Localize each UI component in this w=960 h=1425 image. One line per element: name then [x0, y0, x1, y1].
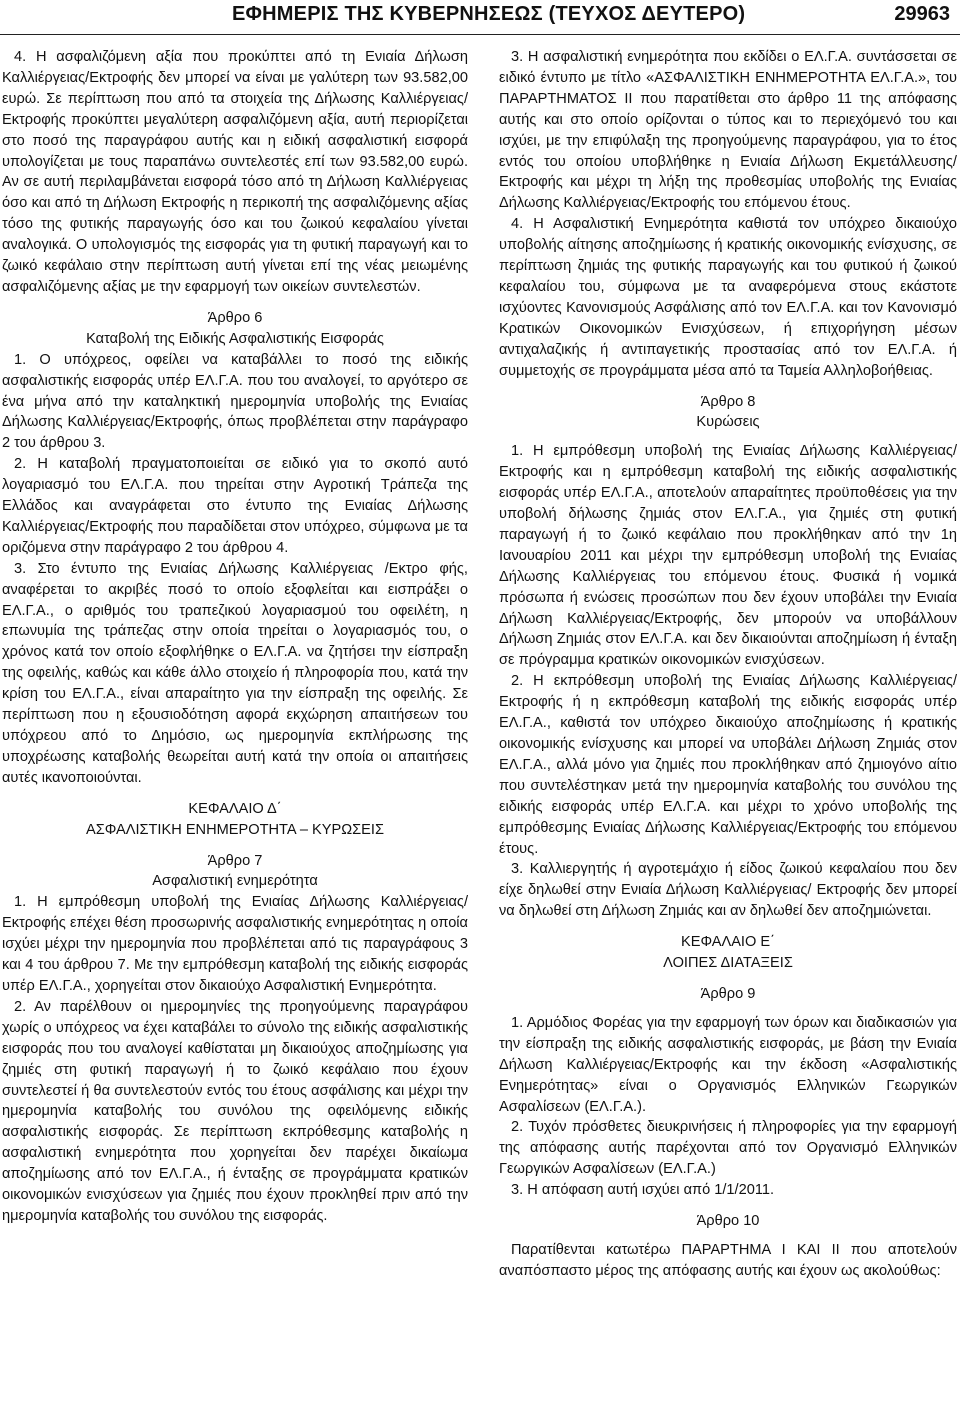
- page-number: 29963: [894, 3, 950, 25]
- paragraph: 1. Αρμόδιος Φορέας για την εφαρμογή των όρων και διαδικασιών για την είσπραξη της ειδικής ασφαλιστικής εισφοράς, με βάση την Ενιαία Δήλωση Καλλιέργειας/Εκτροφής και την έκδοση «Ασφαλιστικής Ενημερότητας» είναι ο Οργανισμός Ελληνικών Γεωργικών Ασφαλίσεων (ΕΛ.Γ.Α.).: [499, 1014, 957, 1115]
- paragraph: 4. Η ασφαλιζόμενη αξία που προκύπτει από τη Ενιαία Δήλωση Καλλιέργειας/Εκτροφής δεν μπορεί να είναι με γαλύτερη των 93.582,00 ευρώ. Σε περίπτωση που από τα στοιχεία της Δήλωσης Καλλιέργειας/Εκτροφής προκύπτει μεγαλύτερη ασφαλιζόμενη αξία, αυτή περιορίζεται στο ποσό της παραγράφου αυτής και η ειδική ασφαλιστική εισφορά υπολογίζεται με τους παραπάνω συντελεστές επί των 93.582,00 ευρώ. Αν σε αυτή περιλαμβάνεται εισφορά τόσο από τη Δήλωση Καλλιέργειας όσο και από τη Δήλωση Εκτροφής η περικοπή της ασφαλιζόμενης αξίας τόσο της φυτικής παραγωγής όσο και του ζωικού κεφαλαίου γίνεται αναλογικά. Ο υπολογισμός της εισφοράς για τη φυτική παραγωγή και το ζωικό κεφάλαιο στην περίπτωση αυτή γίνεται επί της νέας μειωμένης ασφαλιζόμενης αξίας με την εφαρμογή των οικείων συντελεστών.: [2, 49, 468, 295]
- paragraph: 2. Τυχόν πρόσθετες διευκρινήσεις ή πληροφορίες για την εφαρμογή της απόφασης αυτής παρέχονται από τον Οργανισμό Ελληνικών Γεωργικών Ασφαλίσεων (ΕΛ.Γ.Α.): [499, 1119, 957, 1178]
- paragraph: Παρατίθενται κατωτέρω ΠΑΡΑΡΤΗΜΑ I ΚΑΙ II που αποτελούν αναπόσπαστο μέρος της απόφασης αυτής και έχουν ως ακολούθως:: [499, 1241, 957, 1279]
- gazette-title: ΕΦΗΜΕΡΙΣ ΤΗΣ ΚΥΒΕΡΝΗΣΕΩΣ (ΤΕΥΧΟΣ ΔΕΥΤΕΡΟ): [232, 3, 746, 25]
- paragraph: 1. Η εμπρόθεσμη υποβολή της Ενιαίας Δήλωσης Καλλιέργειας/ Εκτροφής επέχει θέση προσωρινής ασφαλιστικής ενημερότητας η οποία ισχύει μέχρι την ημερομηνία που προβλέπεται από τις παραγράφους 3 και 4 του άρθρου 7. Με την εμπρόθεσμη καταβολή της ειδικής εισφοράς υπέρ ΕΛ.Γ.Α., χορηγείται στον δικαιούχο Ασφαλιστική Ενημερότητα.: [2, 894, 468, 994]
- article-title: Άρθρο 7: [207, 852, 263, 869]
- header-rule: [0, 34, 960, 35]
- article-title: Άρθρο 10: [696, 1213, 760, 1230]
- paragraph: 3. Στο έντυπο της Ενιαίας Δήλωσης Καλλιέργειας /Εκτρο φής, αναφέρεται το ακριβές ποσό το οποίο εξοφλείται και εισπράξει ο ΕΛ.Γ.Α., ο αριθμός του τραπεζικού λογαριασμού του οφειλέτη, η επωνυμία της τράπεζας στην οποία τηρείται ο λογαριασμός του, ο χρόνος κατά τον οποίο εξοφλήθηκε ο ΕΛ.Γ.Α. να ζητήσει την είσπραξη της οφειλής, καθώς και κάθε άλλο στοιχείο ή πληροφορία που, κατά την κρίση του ΕΛ.Γ.Α., είναι απαραίτητο για την είσπραξη της οφειλής. Σε περίπτωση που η εξουσιοδότηση αφορά εκχώρηση απαιτήσεων του υπόχρεου από το Δημόσιο, ως ημερομηνία εκπλήρωσης της υποχρέωσης καταβολής θεωρείται αυτή κατά την οποία οι απαιτήσεις αυτές ικανοποιούνται.: [2, 560, 468, 786]
- paragraph: 3. Καλλιεργητής ή αγροτεμάχιο ή είδος ζωικού κεφαλαίου που δεν είχε δηλωθεί στην Ενιαία Δήλωση Καλλιέργειας/ Εκτροφής δεν μπορεί να δηλωθεί στη Δήλωση Ζημιάς και αν δηλωθεί δεν αποζημιώνεται.: [499, 861, 957, 920]
- paragraph: 1. Η εμπρόθεσμη υποβολή της Ενιαίας Δήλωσης Καλλιέργειας/ Εκτροφής και η εμπρόθεσμη καταβολή της ειδικής ασφαλιστικής εισφοράς υπέρ ΕΛ.Γ.Α., αποτελούν απαραίτητες προϋποθέσεις για την υποβολή δήλωσης ζημιάς στον ΕΛ.Γ.Α., για ζημιές στη φυτική παραγωγή ή το ζωικό κεφάλαιο που προκλήθηκαν από την 1η Ιανουαρίου 2011 και μέχρι την εμπρόθεσμη υποβολή της Ενιαίας Δήλωσης Καλλιέργειας του επόμενου έτους. Φυσικά ή νομικά πρόσωπα ή ενώσεις προσώπων που δεν έχουν υποβάλει την Ενιαία Δήλωση Καλλιέργειας/Εκτροφής, δεν μπορούν να υποβάλλουν Δήλωση Ζημιάς στον ΕΛ.Γ.Α. και δεν δικαιούνται αποζημίωση ή ένταξη σε πρόγραμμα κρατικών οικονομικών ενισχύσεων.: [499, 443, 957, 669]
- article-title: Άρθρο 6: [207, 309, 263, 326]
- chapter-subtitle: ΛΟΙΠΕΣ ΔΙΑΤΑΞΕΙΣ: [663, 955, 793, 972]
- paragraph: 2. Η καταβολή πραγματοποιείται σε ειδικό για το σκοπό αυτό λογαριασμό του ΕΛ.Γ.Α. που τηρείται στην Αγροτική Τράπεζα της Ελλάδος και αναγράφεται στο έντυπο της Ενιαίας Δήλωσης Καλλιέργειας/Εκτροφής που παραδίδεται στον υπόχρεο, σύμφωνα με τα οριζόμενα στην παράγραφο 2 του άρθρου 4.: [2, 456, 468, 556]
- paragraph: 3. Η απόφαση αυτή ισχύει από 1/1/2011.: [511, 1182, 775, 1199]
- paragraph: 2. Αν παρέλθουν οι ημερομηνίες της προηγούμενης παραγράφου χωρίς ο υπόχρεος να έχει καταβάλει το σύνολο της ειδικής ασφαλιστικής εισφοράς που του αναλογεί καθίσταται μη δικαιούχος αποζημίωσης για ζημιές στη φυτική παραγωγή ή το ζωικό κεφάλαιο που έχουν συντελεστεί ή θα συντελεστούν εντός του έτους ασφάλισης και μέχρι την ημερομηνία καταβολής του συνόλου της οφειλόμενης ειδικής ασφαλιστικής εισφοράς. Σε περίπτωση εκπρόθεσμης καταβολής η ασφαλιστική ενημερότητα που χορηγείται δεν παρέχει δικαίωμα αποζημίωσης από τον ΕΛ.Γ.Α., ή ένταξης σε προγράμματα κρατικών οικονομικών ενισχύσεων για ζημιές που έχουν προκληθεί πριν από την ημερομηνία καταβολής του συνόλου της εισφοράς.: [2, 998, 468, 1224]
- paragraph: 1. Ο υπόχρεος, οφείλει να καταβάλλει το ποσό της ειδικής ασφαλιστικής εισφοράς υπέρ ΕΛ.Γ.Α. που του αναλογεί, το αργότερο σε ένα μήνα από την καταληκτική ημερομηνία υποβολής της Ενιαίας Δήλωσης Καλλιέργειας/Εκτροφής, όπως προβλέπεται στην παράγραφο 2 του άρθρου 3.: [2, 351, 468, 452]
- paragraph: 2. Η εκπρόθεσμη υποβολή της Ενιαίας Δήλωσης Καλλιέργειας/Εκτροφής ή η εκπρόθεσμη καταβολή της ειδικής εισφοράς υπέρ ΕΛ.Γ.Α., καθιστά τον υπόχρεο δικαιούχο αποζημίωσης ή κρατικής οικονομικής ενίσχυσης και μπορεί να υποβάλει Δήλωση Ζημιάς στον ΕΛ.Γ.Α., αλλά μόνο για ζημιές που προκλήθηκαν από ζημιογόνο αίτιο που συντελέστηκαν μετά την ημερομηνία καταβολής του συνόλου της ειδικής εισφοράς υπέρ ΕΛ.Γ.Α. και μέχρι το χρόνο υποβολής της εμπρόθεσμης Ενιαίας Δήλωσης Καλλιέργειας/Εκτροφής του επόμενου έτους.: [499, 673, 957, 857]
- article-subtitle: Ασφαλιστική ενημερότητα: [152, 873, 318, 890]
- article-subtitle: Κυρώσεις: [696, 414, 760, 431]
- article-title: Άρθρο 9: [700, 985, 756, 1002]
- chapter-title: ΚΕΦΑΛΑΙΟ Δ΄: [188, 800, 282, 817]
- paragraph: 4. Η Ασφαλιστική Ενημερότητα καθιστά τον υπόχρεο δικαιούχο υποβολής αίτησης αποζημίωσης ή κρατικής οικονομικής ενίσχυσης, σε περίπτωση ζημιάς της φυτικής παραγωγής και του φυτικού ή ζωικού κεφαλαίου του, σύμφωνα με τα αναφερόμενα στους εκάστοτε ισχύοντες Κανονισμούς Ασφάλισης από τον ΕΛ.Γ.Α. και τον Κανονισμό Κρατικών Οικονομικών Ενισχύσεων, ή επιχορήγηση μέσων αντιχαλαζικής ή αντιπαγετικής προστασίας από τον ΕΛ.Γ.Α. ή συμμετοχής σε προγράμματα μέσα από τα Ταμεία Αλληλοβοήθειας.: [499, 216, 957, 379]
- paragraph: 3. Η ασφαλιστική ενημερότητα που εκδίδει ο ΕΛ.Γ.Α. συντάσσεται σε ειδικό έντυπο με τίτλο «ΑΣΦΑΛΙΣΤΙΚΗ ΕΝΗΜΕΡΟΤΗΤΑ ΕΛ.Γ.Α.», του ΠΑΡΑΡΤΗΜΑΤΟΣ II που παρατίθεται στο άρθρο 11 της απόφασης αυτής και στο οποίο ορίζονται ο τύπος και το περιεχόμενό του και ισχύει, με την επιφύλαξη της προηγούμενης παραγράφου, για το έτος εντός του οποίου υποβλήθηκε η Ενιαία Δήλωση Εκμετάλλευσης/ Εκτροφής και μέχρι τη λήξη της προθεσμίας υποβολής της Ενιαίας Δήλωσης Καλλιέργειας/Εκτροφής του επόμενου έτους.: [499, 49, 957, 212]
- right-column: [499, 47, 957, 1419]
- article-title: Άρθρο 8: [700, 393, 756, 410]
- chapter-subtitle: ΑΣΦΑΛΙΣΤΙΚΗ ΕΝΗΜΕΡΟΤΗΤΑ – ΚΥΡΩΣΕΙΣ: [85, 821, 384, 838]
- chapter-title: ΚΕΦΑΛΑΙΟ Ε΄: [681, 934, 775, 951]
- left-column: [2, 47, 468, 1419]
- article-subtitle: Καταβολή της Ειδικής Ασφαλιστικής Εισφοράς: [86, 330, 384, 347]
- page-header: [0, 0, 960, 44]
